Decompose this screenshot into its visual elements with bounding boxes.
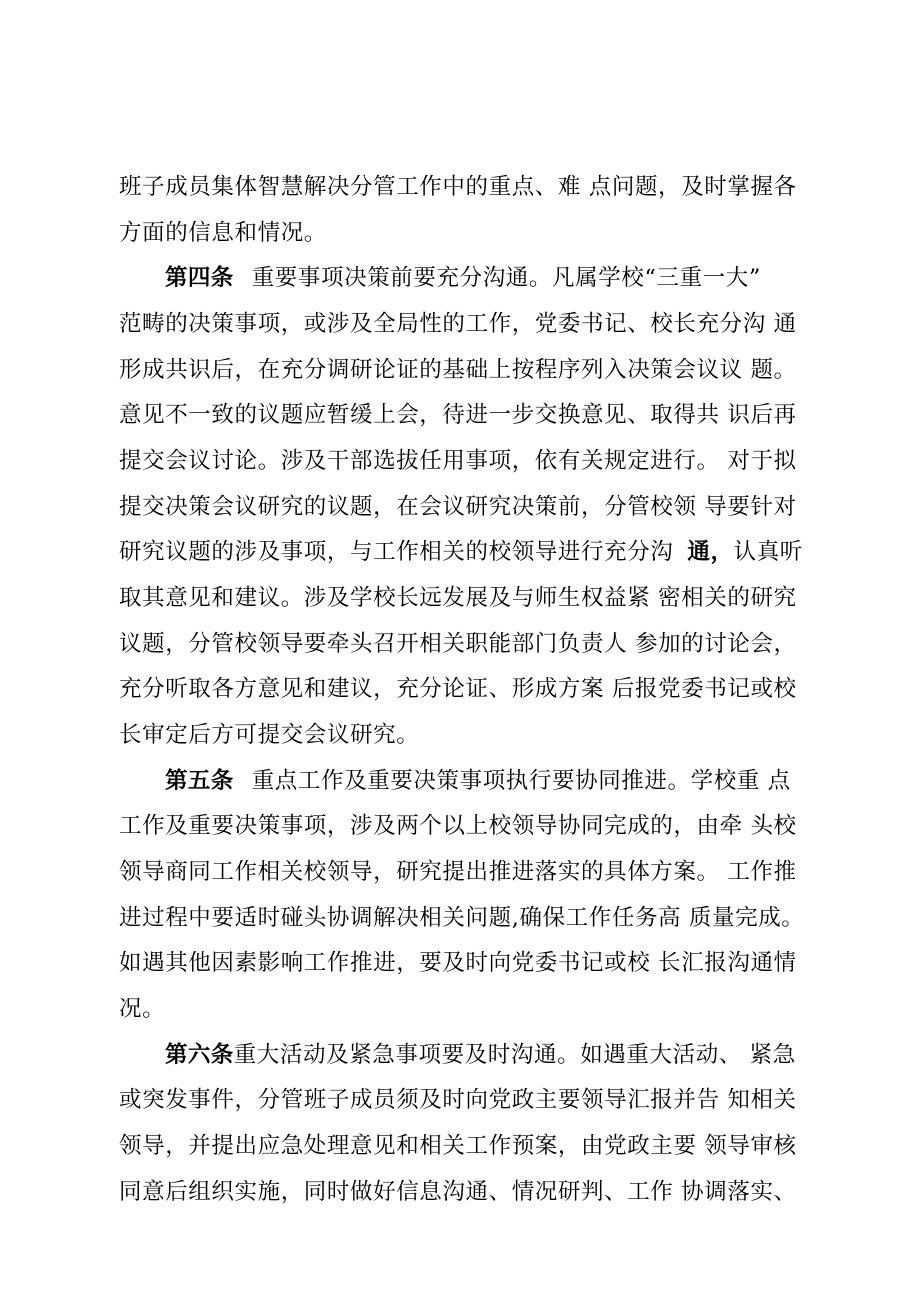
paragraph-line: [119, 715, 809, 755]
line-text: 况。: [119, 996, 166, 1022]
line-text: 充分听取各方意见和建议，充分论证、形成方案 后报党委书记或校: [119, 676, 797, 702]
paragraph-line: [119, 1080, 809, 1120]
line-text: 意见不一致的议题应暂缓上会，待进一步交换意见、取得共 识后再: [119, 402, 797, 428]
article-4-heading: 第四条: [165, 265, 234, 291]
paragraph-line: [119, 943, 809, 983]
paragraph-line: [119, 350, 809, 390]
paragraph-line: [119, 213, 809, 253]
paragraph-line: [119, 898, 809, 938]
line-text: 取其意见和建议。涉及学校长远发展及与师生权益紧 密相关的研究: [119, 585, 797, 611]
line-text: 范畴的决策事项，或涉及全局性的工作，党委书记、校长充分沟 通: [119, 311, 797, 337]
article-4-first-line: [165, 258, 809, 298]
line-text: 提交决策会议研究的议题，在会议研究决策前，分管校领 导要针对: [119, 494, 797, 520]
line-text: 方面的信息和情况。: [119, 220, 327, 246]
line-text: 认真听: [733, 539, 803, 565]
line-text: 长审定后方可提交会议研究。: [119, 722, 420, 748]
line-text: 领导商同工作相关校领导，研究提出推进落实的具体方案。 工作推: [119, 859, 797, 885]
line-text: 工作及重要决策事项，涉及两个以上校领导协同完成的，由牵 头校: [119, 813, 797, 839]
line-text: 重要事项决策前要充分沟通。凡属学校“三重一大”: [251, 265, 762, 291]
line-text: 提交会议讨论。涉及干部选拔任用事项，依有关规定进行。 对于拟: [119, 448, 797, 474]
line-text: 如遇其他因素影响工作推进，要及时向党委书记或校 长汇报沟通情: [119, 950, 797, 976]
paragraph-line: [119, 441, 809, 481]
article-5-first-line: [165, 761, 809, 801]
paragraph-line: [119, 669, 809, 709]
line-text: 进过程中要适时碰头协调解决相关问题,确保工作任务高 质量完成。: [119, 905, 805, 931]
paragraph-line: [119, 578, 809, 618]
line-text: 形成共识后，在充分调研论证的基础上按程序列入决策会议议 题。: [119, 357, 797, 383]
paragraph-line: [119, 395, 809, 435]
article-5-heading: 第五条: [165, 768, 234, 794]
bold-fragment: 通，: [687, 539, 734, 565]
line-text: 班子成员集体智慧解决分管工作中的重点、难 点问题，及时掌握各: [119, 174, 797, 200]
paragraph-line: [119, 167, 809, 207]
paragraph-line: [119, 487, 809, 527]
line-text: 重大活动及紧急事项要及时沟通。如遇重大活动、 紧急: [233, 1042, 796, 1068]
paragraph-line: [119, 304, 809, 344]
line-text: 重点工作及重要决策事项执行要协同推进。学校重 点: [251, 768, 791, 794]
article-6-first-line: [165, 1035, 809, 1075]
paragraph-line: [119, 624, 809, 664]
line-text: 研究议题的涉及事项，与工作相关的校领导进行充分沟: [119, 539, 674, 565]
paragraph-line: [119, 1172, 809, 1212]
paragraph-line: [119, 1126, 809, 1166]
line-text: 或突发事件，分管班子成员须及时向党政主要领导汇报并告 知相关: [119, 1087, 797, 1113]
line-text: 领导，并提出应急处理意见和相关工作预案，由党政主要 领导审核: [119, 1133, 797, 1159]
paragraph-line: [119, 806, 809, 846]
paragraph-line: [119, 532, 809, 572]
line-text: 议题，分管校领导要牵头召开相关职能部门负责人 参加的讨论会，: [119, 631, 797, 657]
article-6-heading: 第六条: [165, 1042, 234, 1068]
paragraph-line: [119, 989, 809, 1029]
line-text: 同意后组织实施，同时做好信息沟通、情况研判、工作 协调落实、: [119, 1179, 797, 1205]
paragraph-line: [119, 852, 809, 892]
